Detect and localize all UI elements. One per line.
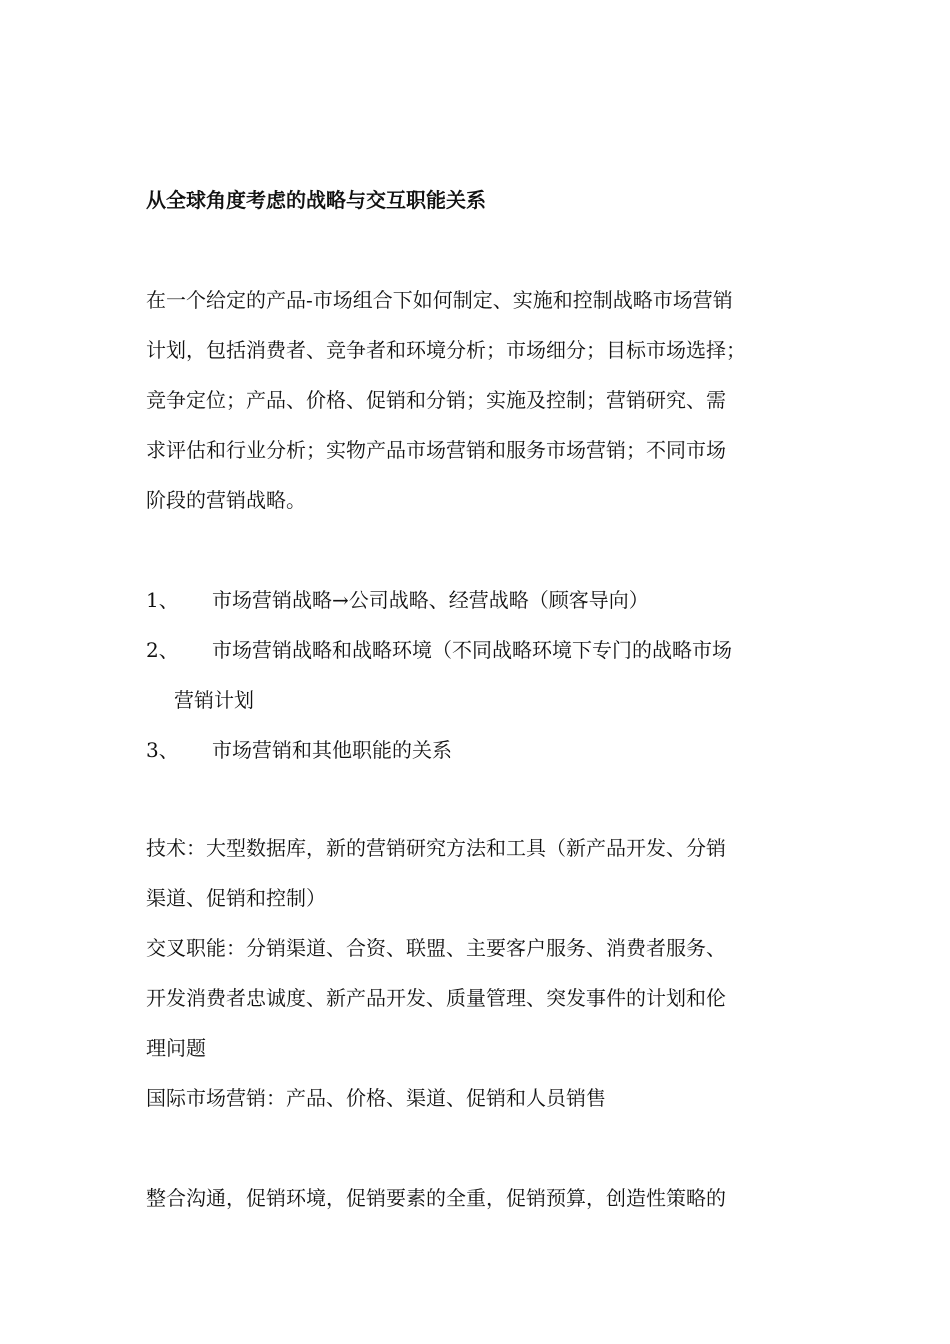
numbered-list	[146, 575, 836, 775]
document-title: 从全球角度考虑的战略与交互职能关系	[146, 188, 486, 212]
tech-line: 技术：大型数据库，新的营销研究方法和工具（新产品开发、分销	[146, 836, 726, 860]
intro-line: 在一个给定的产品-市场组合下如何制定、实施和控制战略市场营销	[146, 288, 733, 312]
tech-line: 渠道、促销和控制）	[146, 886, 326, 910]
cross-function-line: 开发消费者忠诚度、新产品开发、质量管理、突发事件的计划和伦	[146, 986, 726, 1010]
cross-function-line: 交叉职能：分销渠道、合资、联盟、主要客户服务、消费者服务、	[146, 936, 726, 960]
international-marketing-line: 国际市场营销：产品、价格、渠道、促销和人员销售	[146, 1086, 606, 1110]
closing-paragraph	[146, 1173, 836, 1223]
list-text: 市场营销和其他职能的关系	[212, 738, 452, 762]
list-text: 市场营销战略→公司战略、经营战略（顾客导向）	[212, 588, 649, 612]
intro-line: 计划，包括消费者、竞争者和环境分析；市场细分；目标市场选择；	[146, 338, 746, 362]
list-item	[146, 625, 836, 675]
intro-paragraph	[146, 275, 836, 525]
intro-line: 阶段的营销战略。	[146, 488, 306, 512]
list-text: 市场营销战略和战略环境（不同战略环境下专门的战略市场	[212, 638, 732, 662]
intro-line: 竞争定位；产品、价格、促销和分销；实施及控制；营销研究、需	[146, 388, 726, 412]
list-item	[146, 725, 836, 775]
list-item	[146, 575, 836, 625]
intro-line: 求评估和行业分析；实物产品市场营销和服务市场营销；不同市场	[146, 438, 726, 462]
list-number: 2、	[146, 638, 179, 662]
list-number: 3、	[146, 738, 179, 762]
list-item-continuation: 营销计划	[174, 688, 254, 712]
tech-paragraph	[146, 823, 836, 1123]
list-number: 1、	[146, 588, 179, 612]
cross-function-line: 理问题	[146, 1036, 206, 1060]
closing-line: 整合沟通，促销环境，促销要素的全重，促销预算，创造性策略的	[146, 1186, 726, 1210]
